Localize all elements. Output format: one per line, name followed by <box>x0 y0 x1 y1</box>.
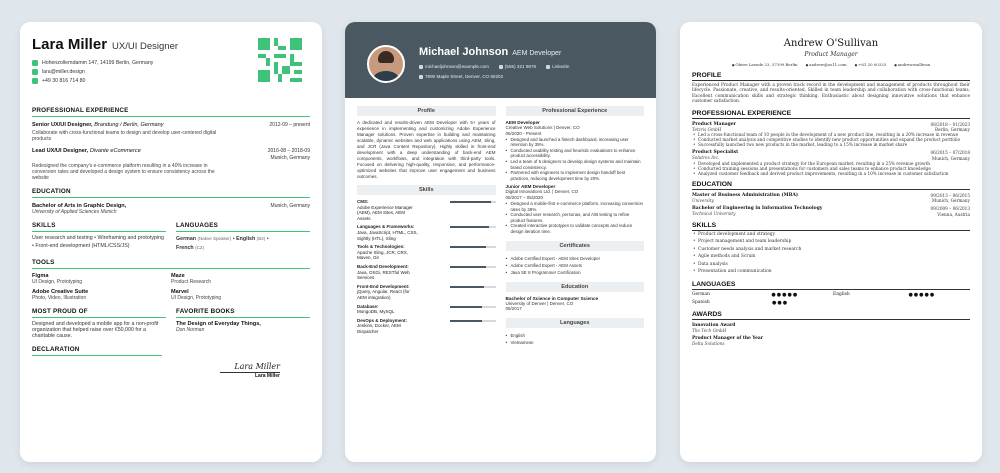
profile-text: A dedicated and results-driven AEM Developer with 5+ years of experience in implementing and customizing Adobe Experience Manager solutions. Proven expertise in building and maintaining scalable, dynamic websites and web applications using AEM, Sling, and JCR (Java Content Repository). Highly skilled in front-end development with a deep understanding of back-end AEM components, workflows, and integration with third-party tools. Focused on delivering high-quality, responsive, and performance-optimized websites that improve user engagement and business outcomes. <box>357 120 496 179</box>
contact-text: michaeljohnson@example.com <box>425 64 489 69</box>
book-author: Don Norman <box>176 327 205 334</box>
section-title-languages: LANGUAGES <box>692 281 970 290</box>
award-issuer: Delta Solutions <box>692 340 725 346</box>
skill-row <box>357 244 496 261</box>
skills-text: User research and testing • Wireframing and prototyping • Front-end development (HTML/CSS/JS) <box>32 235 164 249</box>
education-degree: Master of Business Administration (MBA) <box>692 193 799 198</box>
section-title-languages: Languages <box>506 318 645 328</box>
languages-row <box>692 292 970 298</box>
job-title: Junior AEM Developer <box>505 184 556 190</box>
list-item: • Conducted training sessions and presentations for customers and sales teams to enhance product knowledge <box>692 166 970 171</box>
skill-label: Front-End Development: <box>357 283 410 289</box>
language-name: English <box>236 236 256 243</box>
education-meta <box>930 206 970 216</box>
section-title-experience: PROFESSIONAL EXPERIENCE <box>692 110 970 119</box>
skill-level-fill <box>450 266 487 268</box>
language-dots: ●●● <box>772 299 789 306</box>
job-meta <box>930 150 970 160</box>
skill-level-bar <box>450 306 496 308</box>
award-title: Product Manager of the Year <box>692 335 764 341</box>
section-title-experience: PROFESSIONAL EXPERIENCE <box>32 107 310 117</box>
skill-level-bar <box>450 201 496 203</box>
list-item: • Successfully launched two new products in the market, leading to a 15% increase in market share <box>692 142 970 147</box>
skill-row <box>357 304 496 315</box>
section-title-profile: Profile <box>357 106 496 116</box>
list-item: • Adobe Certified Expert - AEM Assets <box>506 262 645 269</box>
contact-linkedin: ● andrewosullivan <box>894 62 930 67</box>
proud-books-row <box>32 301 310 339</box>
section-title-languages: LANGUAGES <box>176 222 310 232</box>
job-meta <box>930 122 970 132</box>
skill-label: Back-End Development: <box>357 263 409 269</box>
skill-text <box>357 264 419 281</box>
job-company: Divante eCommerce <box>89 147 141 154</box>
skill-level-bar <box>450 226 496 228</box>
contact-phone <box>499 64 536 69</box>
list-item: • Conducted market analysis and competitive studies to identify new product opportunities and expand the product portfolio <box>692 137 970 142</box>
skill-value: Jenkins, Docker, AEM Dispatcher <box>357 323 401 334</box>
job-heading <box>692 150 738 160</box>
tool-name: Adobe Creative Suite <box>32 289 89 296</box>
language-level: (B2) <box>256 236 266 242</box>
section-title-education: Education <box>506 282 645 292</box>
resume-card-andrew-osullivan[interactable] <box>680 22 982 462</box>
skills-languages-row <box>32 215 310 252</box>
job-heading <box>692 122 736 132</box>
contact-email: ● andrew@os11.com <box>806 62 847 67</box>
signature: Lara Miller <box>234 362 280 372</box>
list-item: • Analyzed customer feedback and derived product improvements, resulting in a 10% increase in customer satisfaction <box>692 171 970 176</box>
skill-row <box>357 199 496 221</box>
contact-text: (555) 321 9876 <box>504 64 537 69</box>
skills-list <box>692 231 970 276</box>
education-dates: 09/2009 – 06/2013 <box>930 206 970 212</box>
job-header <box>692 122 970 132</box>
job-header <box>692 150 970 160</box>
job-dates: 2016-08 – 2018-09 <box>267 147 310 154</box>
list-item: • Developed and implemented a product strategy for the European market, resulting in a 25% revenue growth <box>692 161 970 166</box>
education-date: 05/2017 <box>505 306 522 312</box>
job-bullets <box>692 132 970 147</box>
contact-address <box>419 74 503 79</box>
avatar <box>367 45 405 83</box>
signature-block <box>32 362 280 379</box>
job-company: Creative Web Solutions | Denver, CO <box>505 125 580 130</box>
job-entry <box>692 150 970 176</box>
skills-list <box>357 199 496 334</box>
job-entry <box>506 184 645 234</box>
resume-role: AEM Developer <box>512 50 562 57</box>
job-company: Solutrex Inc. <box>692 155 720 161</box>
job-meta <box>268 148 310 162</box>
list-item: • English <box>506 332 645 339</box>
list-item: • Partnered with engineers to implement design handoff best practices, reducing development time by 20%. <box>506 170 645 181</box>
contact-text: lara@miller.design <box>42 68 85 75</box>
section-title-education: EDUCATION <box>32 188 310 198</box>
section-title-awards: AWARDS <box>692 311 970 320</box>
resume-body <box>345 98 656 346</box>
job-location: / Berlin, Germany <box>120 122 164 128</box>
list-item: • Data analysis <box>692 261 970 269</box>
skill-level-bar <box>450 320 496 322</box>
skill-level-fill <box>450 306 482 308</box>
skill-text <box>357 304 419 315</box>
job-dates: 2012-09 – present <box>269 122 310 128</box>
job-entry <box>32 122 310 143</box>
education-degree: Bachelor of Science in Computer Science <box>505 295 599 301</box>
job-company: Digital Innovations Ltd. | Denver, CO <box>505 189 579 195</box>
education-school: University of Denver | Denver, CO <box>505 300 574 306</box>
education-school: University of Applied Sciences Munich <box>32 209 117 216</box>
proud-text: Designed and developed a mobile app for a non-profit organization that helped raise over €50,000 for a charitable cause. <box>32 321 159 340</box>
skill-label: DevOps & Deployment: <box>357 317 408 323</box>
skill-row <box>357 318 496 335</box>
section-title-proud: MOST PROUD OF <box>32 308 166 318</box>
education-school: Technical University <box>692 211 736 217</box>
job-dates: 05/2017 – 05/2020 <box>505 195 544 201</box>
award-item <box>692 336 970 346</box>
job-dates: 08/2018 – 01/2023 <box>930 121 970 127</box>
education-place: Vienna, Austria <box>937 211 970 217</box>
languages-text: German (Native Speaker) • English (B2) • French (C2) <box>176 236 269 251</box>
section-title-skills: SKILLS <box>692 222 970 231</box>
skills-column <box>32 215 166 252</box>
qr-code-icon <box>258 38 302 82</box>
tool-item <box>32 273 171 285</box>
skill-level-fill <box>450 320 482 322</box>
resume-name: Lara Miller <box>32 36 108 53</box>
phone-icon <box>499 65 503 69</box>
job-entry <box>506 120 645 181</box>
resume-card-michael-johnson[interactable] <box>345 22 656 462</box>
skill-label: Languages & Frameworks: <box>357 224 415 230</box>
section-title-skills: SKILLS <box>32 222 166 232</box>
tools-grid <box>32 273 310 301</box>
left-column <box>357 106 496 346</box>
skill-value: Apache Sling, JCR, CRX, Maven, Git <box>357 249 409 261</box>
job-bullets <box>506 137 645 182</box>
job-title: Lead UX/UI Designer, <box>32 147 89 154</box>
job-dates: 06/2015 – 07/2018 <box>930 150 970 156</box>
language-name: German <box>176 236 197 243</box>
list-item: • Presentation and communication <box>692 268 970 276</box>
contact-text: 7890 Maple Street, Denver, CO 80202 <box>425 74 504 79</box>
skill-text <box>357 318 419 335</box>
resume-name: Michael Johnson <box>419 46 509 58</box>
job-company: Tetzris GmbH <box>692 126 722 132</box>
skill-level-fill <box>450 226 489 228</box>
skill-value: Adobe Experience Manager (AEM), AEM Sites, AEM Assets <box>357 204 413 221</box>
education-heading <box>692 206 822 216</box>
section-title-books: FAVORITE BOOKS <box>176 308 310 318</box>
contact-text: Hohenzollerndamm 147, 14199 Berlin, Germany <box>42 59 154 66</box>
email-icon <box>32 69 38 75</box>
language-name: French <box>176 244 194 251</box>
language-level: (C2) <box>195 244 204 250</box>
job-title-line <box>32 122 164 129</box>
resume-header <box>32 36 310 100</box>
job-title-line <box>32 148 141 162</box>
job-title: Product Manager <box>692 121 737 127</box>
profile-text: Experienced Product Manager with a proven track record in the development and management of products throughout their lifecycle. Passionate, creative, and results-oriented. Skilled in team leadership and collaboration with cross-functional teams. Excellent communication skills and strategic thinking. Enthusiastic about designing innovative solutions that enhance customer satisfaction. <box>692 83 970 105</box>
job-title: Senior UX/UI Designer, <box>32 122 93 128</box>
list-item: • Java SE 8 Programmer Certification <box>506 269 645 276</box>
job-place: Munich, Germany <box>931 155 970 161</box>
skill-value: MongoDB, MySQL <box>357 309 395 315</box>
location-icon <box>419 75 423 79</box>
list-item: • Product development and strategy <box>692 231 970 239</box>
phone-icon <box>32 78 38 84</box>
job-dates: 06/2020 - Present <box>505 130 542 136</box>
right-column <box>506 106 645 346</box>
job-entry <box>692 122 970 148</box>
resume-card-lara-miller[interactable] <box>20 22 322 462</box>
education-heading <box>692 193 798 203</box>
education-place: Munich, Germany <box>931 198 970 204</box>
tool-sub: Product Research <box>171 279 212 286</box>
education-meta <box>930 193 970 203</box>
contact-line <box>692 62 970 67</box>
contact-address: ● Obere Laende 23, 57399 Berlin <box>732 62 798 67</box>
contact-text: +49 30 816 714 80 <box>42 77 86 84</box>
section-title-education: EDUCATION <box>692 181 970 190</box>
skill-label: CMS: <box>357 199 369 204</box>
list-item: • Led a team of 5 designers to develop design systems and maintain brand consistency. <box>506 159 645 170</box>
skill-level-bar <box>450 246 496 248</box>
skill-level-bar <box>450 286 496 288</box>
skill-text <box>357 224 419 241</box>
tool-name: Maze <box>171 273 185 280</box>
skill-level-fill <box>450 201 491 203</box>
job-title: Product Specialist <box>692 150 739 156</box>
job-bullets <box>506 201 645 235</box>
list-item: • Designed and launched a fintech dashboard, increasing user retention by 35%. <box>506 137 645 148</box>
name-line <box>419 46 561 58</box>
tool-item <box>171 289 310 301</box>
job-company: Brandung <box>94 122 119 128</box>
job-bullets <box>692 161 970 176</box>
skill-text <box>357 284 419 301</box>
resume-header <box>345 22 656 98</box>
tool-name: Marvel <box>171 289 189 296</box>
list-item: • Agile methods and Scrum <box>692 253 970 261</box>
list-item: • Project management and team leadership <box>692 238 970 246</box>
job-place: Munich, Germany <box>270 154 310 161</box>
education-entry <box>692 206 970 216</box>
section-title-skills: Skills <box>357 185 496 195</box>
education-degree: Bachelor of Arts in Graphic Design, <box>32 203 127 210</box>
languages-row <box>692 300 970 306</box>
list-item: • Conducted user research, personas, and A/B testing to refine product features. <box>506 212 645 223</box>
contact-phone: ● +61 20 00333 <box>855 62 887 67</box>
language-dots: ●●●●● <box>771 291 799 298</box>
skill-row <box>357 284 496 301</box>
skill-text <box>357 199 419 221</box>
job-entry <box>32 148 310 182</box>
skill-value: Java, JavaScript, HTML, CSS, Sightly (HTL), Sling <box>357 229 418 241</box>
list-item: • Conducted usability testing and heuristic evaluations to enhance product accessibility. <box>506 148 645 159</box>
location-icon <box>32 60 38 66</box>
tool-sub: UI Design, Prototyping <box>32 279 83 286</box>
education-entry <box>32 203 310 215</box>
tool-sub: UI Design, Prototyping <box>171 295 222 302</box>
tool-sub: Photo, Video, Illustration <box>32 295 87 302</box>
language-name: German <box>692 292 710 298</box>
section-title-experience: Professional Experience <box>506 106 645 116</box>
education-degree: Bachelor of Engineering in Information Technology <box>692 206 823 212</box>
language-dots: ●●●●● <box>908 291 936 298</box>
skill-level-fill <box>450 286 485 288</box>
skill-level-bar <box>450 266 496 268</box>
skill-row <box>357 224 496 241</box>
email-icon <box>419 65 423 69</box>
job-place: Berlin, Germany <box>935 126 970 132</box>
languages-list <box>506 332 645 346</box>
job-title: AEM Developer <box>505 120 540 125</box>
language-level: (Native Speaker) <box>197 236 232 242</box>
contact-email <box>419 64 489 69</box>
skill-label: Tools & Technologies: <box>357 244 405 250</box>
education-entry <box>692 193 970 203</box>
tool-item <box>171 273 310 285</box>
education-dates: 09/2013 – 06/2015 <box>930 193 970 198</box>
education-place: Munich, Germany <box>270 203 310 210</box>
contact-line <box>419 64 569 69</box>
award-item <box>692 323 970 333</box>
skill-row <box>357 264 496 281</box>
skill-value: jQuery, Angular, React (for AEM integration) <box>357 289 410 300</box>
list-item: • Customer needs analysis and market research <box>692 246 970 254</box>
skill-value: Java, OSGi, RESTful Web Services <box>357 269 410 281</box>
contact-linkedin <box>546 64 569 69</box>
skill-text <box>357 244 419 261</box>
certificates-list <box>506 255 645 276</box>
section-title-declaration: DECLARATION <box>32 346 162 356</box>
list-item: • Led a cross-functional team of 10 people in the development of a new product line, resulting in a 20% increase in revenue <box>692 132 970 137</box>
skill-level-fill <box>450 246 487 248</box>
contact-text: LinkedIn <box>552 64 570 69</box>
language-name: English <box>832 292 850 298</box>
job-description: Redesigned the company's e-commerce platform resulting in a 40% increase in conversion rates and developed a design system to ensure consistency across the website <box>32 162 215 182</box>
education-school: University <box>692 198 714 203</box>
award-issuer: The Tech GmbH <box>692 327 727 333</box>
signature-name: Lara Miller <box>254 373 280 380</box>
resume-role: Product Manager <box>804 51 858 58</box>
section-title-tools: TOOLS <box>32 259 310 269</box>
skill-label: Database: <box>357 303 379 309</box>
section-title-profile: PROFILE <box>692 72 970 81</box>
proud-column <box>32 301 166 339</box>
corner-overlay <box>852 422 972 456</box>
education-text <box>32 203 126 215</box>
resume-name: Andrew O'Sullivan <box>783 38 879 49</box>
list-item: • Vietnamese <box>506 339 645 346</box>
book-title: The Design of Everyday Things, <box>176 321 261 328</box>
list-item: • Created interactive prototypes to validate concepts and reduce design iteration time. <box>506 223 645 234</box>
resume-role: UX/UI Designer <box>112 41 179 52</box>
list-item: • Adobe Certified Expert - AEM Sites Developer <box>506 255 645 262</box>
books-column <box>176 301 310 339</box>
tool-name: Figma <box>32 273 49 280</box>
tool-item <box>32 289 171 301</box>
linkedin-icon <box>546 65 550 69</box>
job-description: Collaborate with cross-functional teams to design and develop user-centered digital products <box>32 130 217 143</box>
section-title-certificates: Certificates <box>506 241 645 251</box>
languages-column <box>176 215 310 252</box>
award-title: Innovation Award <box>692 322 736 328</box>
language-name: Spanish <box>692 300 710 306</box>
list-item: • Designed a mobile-first e-commerce platform, increasing conversion rates by 28%. <box>506 201 645 212</box>
address-line <box>419 74 503 79</box>
